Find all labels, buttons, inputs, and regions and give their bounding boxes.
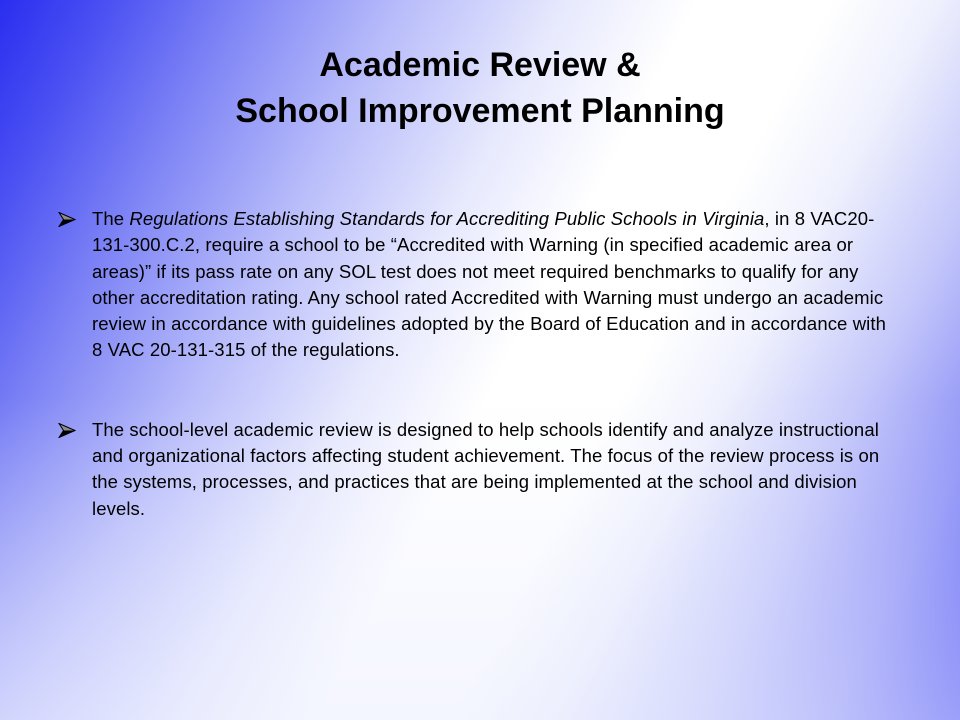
bullet-item-academic-review xyxy=(58,417,892,522)
bullet-text-academic-review: The school-level academic review is designed to help schools identify and analyze instructional and organizational factors affecting student achievement. The focus of the review process is on the systems, processes, and practices that are being implemented at the school and division levels. xyxy=(92,418,880,519)
regulations-title-italic: Regulations Establishing Standards for Accrediting Public Schools in Virginia xyxy=(129,208,765,229)
arrowhead-bullet-icon xyxy=(58,417,78,443)
slide-title-line-1: Academic Review & xyxy=(319,46,641,84)
bullet-list xyxy=(58,206,892,522)
slide-title-line-2: School Improvement Planning xyxy=(235,92,725,130)
bullet-item-regulations xyxy=(58,206,892,364)
bullet-text-prefix: The xyxy=(92,208,130,229)
bullet-text-suffix: , in 8 VAC20-131-300.C.2, require a school to be “Accredited with Warning (in specified academic area or areas)” if its pass rate on any SOL test does not meet required benchmarks to qualify for any other accreditation rating. Any school rated Accredited with Warning must undergo an academic review in accordance with guidelines adopted by the Board of Education and in accordance with 8 VAC 20-131-315 of the regulations. xyxy=(92,208,886,361)
slide-title xyxy=(0,42,960,134)
bullet-text-regulations xyxy=(92,208,886,360)
arrowhead-bullet-icon xyxy=(58,206,78,232)
